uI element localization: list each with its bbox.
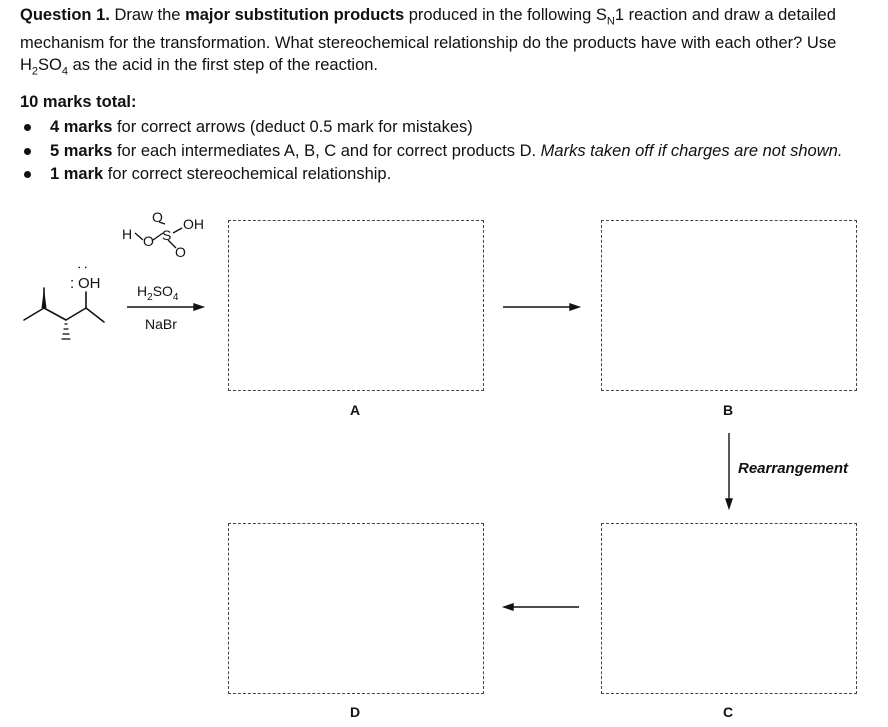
label-b: B — [723, 402, 734, 418]
marks-title: 10 marks total: — [20, 93, 137, 111]
question-bold-phrase: major substitution products — [185, 6, 405, 24]
answer-box-d[interactable] — [228, 523, 484, 694]
reagent-nabr: NaBr — [145, 316, 177, 332]
sn-subscript: N — [606, 15, 615, 28]
acid-atom-o-top: O — [152, 209, 163, 225]
marks-item-bold: 4 marks — [50, 118, 113, 136]
question-part: produced in the following S — [404, 6, 607, 24]
marks-item-text: for each intermediates A, B, C and for correct products D. — [112, 141, 541, 160]
question-part: 1 reaction and draw a detailed mechanism for the transformation. What stereochemical relationship do the products have with each other? Use H — [20, 6, 837, 75]
marks-item-bold: 5 marks — [50, 141, 113, 160]
substrate-oh: OH — [78, 275, 101, 292]
reaction-arrow-head — [194, 304, 203, 310]
reagent-so: SO — [152, 283, 173, 299]
substrate-bond — [44, 308, 66, 320]
arrow-b-to-c-head — [726, 499, 732, 508]
lone-pair-left: : — [70, 275, 75, 292]
h2-subscript: 2 — [31, 65, 39, 78]
question-part: as the acid in the first step of the reaction. — [68, 56, 379, 75]
acid-atom-oh: OH — [183, 216, 204, 232]
marks-item-italic: Marks taken off if charges are not shown. — [540, 141, 843, 160]
answer-box-b[interactable] — [601, 220, 857, 391]
wedge-bond — [42, 288, 47, 308]
answer-box-a[interactable] — [228, 220, 484, 391]
reagent-h: H — [137, 283, 148, 299]
lone-pair-top: : — [74, 265, 92, 270]
acid-atom-o-ester: O — [143, 233, 154, 249]
reagent-sub4: 4 — [172, 291, 179, 303]
marks-item-text: for correct stereochemical relationship. — [103, 165, 392, 183]
acid-atom-h: H — [122, 226, 133, 242]
rearrangement-label: Rearrangement — [738, 460, 849, 477]
label-c: C — [723, 704, 734, 720]
arrow-c-to-d-head — [504, 604, 513, 610]
label-d: D — [350, 704, 361, 720]
question-part: SO — [38, 56, 62, 75]
label-a: A — [350, 402, 361, 418]
acid-bond — [173, 228, 182, 233]
so4-subscript: 4 — [61, 65, 69, 78]
substrate-bond — [24, 308, 44, 320]
reagent-sub2: 2 — [147, 291, 153, 303]
hashed-bond — [62, 324, 71, 339]
acid-atom-o-bottom: O — [175, 244, 186, 260]
substrate-bond — [66, 308, 86, 320]
question-part: Draw the — [109, 6, 186, 24]
answer-box-c[interactable] — [601, 523, 857, 694]
acid-bond — [135, 233, 143, 240]
arrow-a-to-b-head — [570, 304, 579, 310]
marks-item-bold: 1 mark — [50, 165, 104, 183]
question-number: Question 1. — [20, 6, 110, 24]
acid-atom-s: S — [162, 227, 172, 243]
marks-item-text: for correct arrows (deduct 0.5 mark for mistakes) — [112, 118, 473, 136]
substrate-bond — [86, 308, 104, 322]
reagent-h2so4 — [137, 283, 178, 303]
